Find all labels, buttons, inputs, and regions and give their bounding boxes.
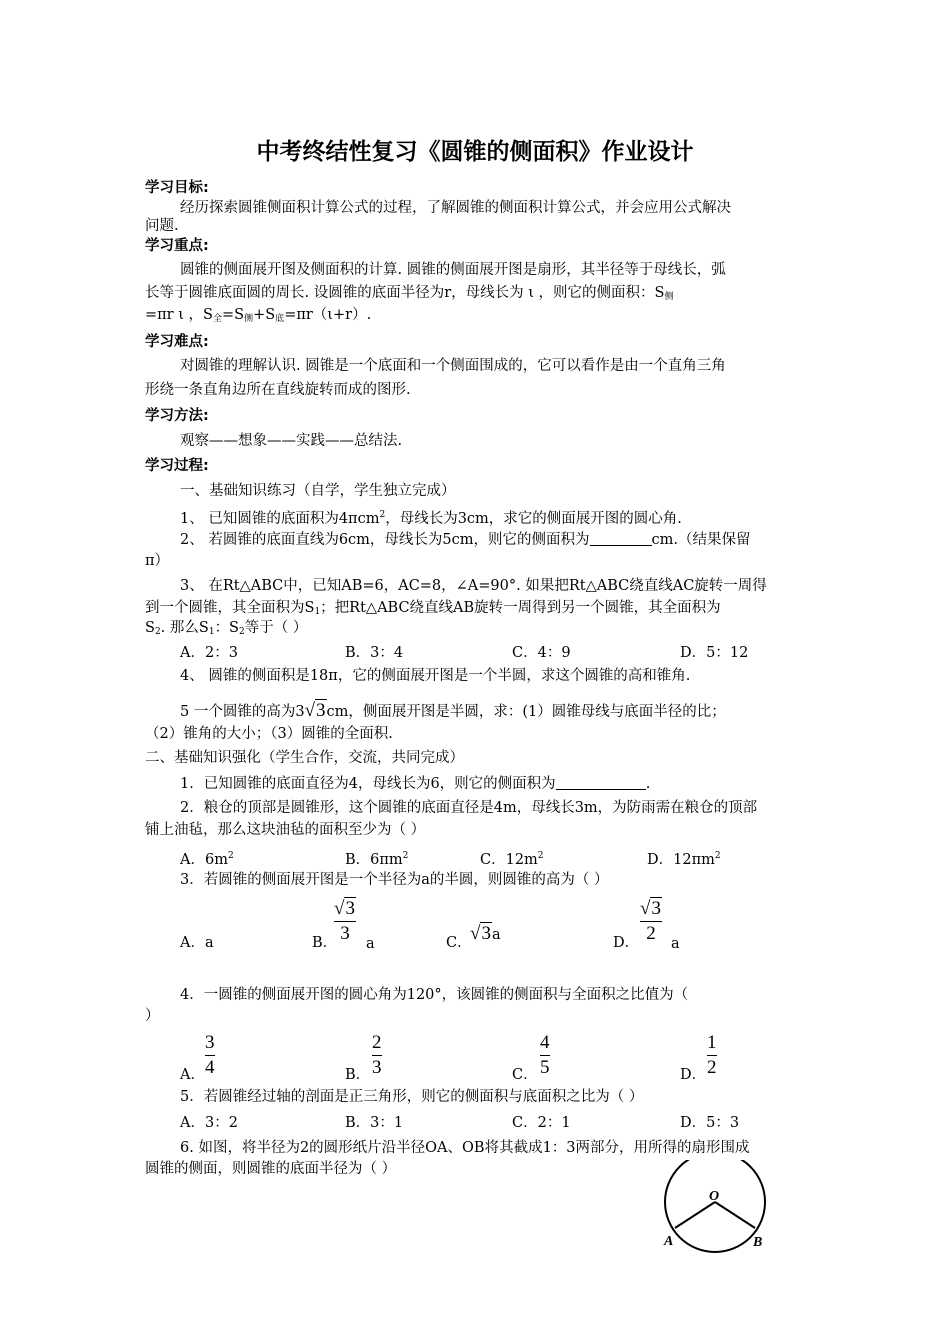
page-title: 中考终结性复习《圆锥的侧面积》作业设计 xyxy=(256,139,694,165)
denominator: 2 xyxy=(646,923,656,944)
q3-text: ：S xyxy=(214,620,239,636)
superscript: 2 xyxy=(714,851,721,861)
numerator: 3 xyxy=(205,1032,215,1053)
b3-option-c-value xyxy=(470,924,501,945)
b4-option-b-label: B． xyxy=(345,1067,371,1083)
exercise-5: 5．若圆锥经过轴的剖面是正三角形，则它的侧面积与底面积之比为（ ） xyxy=(180,1089,644,1105)
method-heading: 学习方法: xyxy=(145,408,209,424)
q5-text: cm，侧面展开图是半圆，求：(1）圆锥母线与底面半径的比； xyxy=(326,704,726,720)
b2-option-d xyxy=(647,846,721,870)
question-2 xyxy=(180,530,751,550)
numerator: √3 xyxy=(334,898,355,919)
b2-option-b xyxy=(345,846,408,870)
formula-part: +S xyxy=(253,307,276,323)
q3-option-d: D．5：12 xyxy=(680,645,749,661)
exercise-2-line1: 2．粮仓的顶部是圆锥形，这个圆锥的底面直径是4m，母线长3m，为防雨需在粮仓的顶部 xyxy=(180,800,758,816)
label-b: B xyxy=(753,1235,763,1250)
q3-text: ；把Rt△ABC绕直线AB旋转一周得到另一个圆锥，其全面积为 xyxy=(320,600,721,616)
b1-text: 1．已知圆锥的底面直径为4，母线长为6，则它的侧面积为 xyxy=(180,776,556,792)
label-o: O xyxy=(709,1189,720,1204)
superscript: 2 xyxy=(227,851,234,861)
denominator: 5 xyxy=(540,1057,550,1078)
radius-ob xyxy=(715,1202,755,1228)
b3-option-d-label: D． xyxy=(613,935,640,951)
fraction-bar xyxy=(205,1055,215,1056)
exercise-3: 3．若圆锥的侧面展开图是一个半径为a的半圆，则圆锥的高为（ ） xyxy=(180,872,609,888)
exercise-4-line1: 4．一圆锥的侧面展开图的圆心角为120°，该圆锥的侧面积与全面积之比值为（ xyxy=(180,987,689,1003)
b4-option-c-fraction xyxy=(540,1032,550,1079)
key-points-line2 xyxy=(145,283,674,307)
subscript: 1 xyxy=(208,627,215,637)
option-text: A．6m xyxy=(180,852,228,868)
b4-option-b-fraction xyxy=(372,1032,382,1079)
b5-option-c: C．2：1 xyxy=(512,1115,571,1131)
difficulties-heading: 学习难点: xyxy=(145,334,209,350)
question-3-line3 xyxy=(145,618,307,642)
radicand: 3 xyxy=(345,898,355,919)
fraction-bar xyxy=(334,921,356,922)
radius-oa xyxy=(675,1202,715,1228)
key-points-line1: 圆锥的侧面展开图及侧面积的计算. 圆锥的侧面展开图是扇形，其半径等于母线长，弧 xyxy=(180,262,726,278)
q3-text: . 那么S xyxy=(160,620,209,636)
numerator: 1 xyxy=(707,1032,717,1053)
radicand: 3 xyxy=(481,923,491,944)
sqrt-three: √3 xyxy=(470,923,491,944)
subscript: 底 xyxy=(275,314,285,324)
b3-option-c-label: C． xyxy=(446,935,472,951)
b4-option-a-fraction xyxy=(205,1032,215,1079)
exercise-6-line2: 圆锥的侧面，则圆锥的底面半径为（ ） xyxy=(145,1161,397,1177)
denominator: 3 xyxy=(372,1057,382,1078)
exercise-2-line2: 铺上油毡，那么这块油毡的面积至少为（ ） xyxy=(145,822,426,838)
option-text: D．12πm xyxy=(647,852,715,868)
answer-blank xyxy=(556,775,646,790)
b3-option-a: A．a xyxy=(180,935,214,951)
process-heading: 学习过程: xyxy=(145,458,209,474)
difficulties-line2: 形绕一条直角边所在直线旋转而成的图形. xyxy=(145,382,411,398)
part2-title: 二、基础知识强化（学生合作，交流，共同完成） xyxy=(145,750,464,766)
radicand: 3 xyxy=(316,700,326,721)
b4-option-d-fraction xyxy=(707,1032,717,1079)
subscript: 2 xyxy=(239,627,245,637)
objectives-text-line2: 问题. xyxy=(145,218,179,234)
numerator: 2 xyxy=(372,1032,382,1053)
difficulties-line1: 对圆锥的理解认识. 圆锥是一个底面和一个侧面围成的，它可以看作是由一个直角三角 xyxy=(180,358,726,374)
q2-text: cm.（结果保留 xyxy=(651,532,751,548)
key-points-line2-text: 长等于圆锥底面圆的周长. 设圆锥的底面半径为r，母线长为 ι ，则它的侧面积：S xyxy=(145,285,665,301)
q2-text: 2、 若圆锥的底面直线为6cm，母线长为5cm，则它的侧面积为 xyxy=(180,532,590,548)
option-text: B．6πm xyxy=(345,852,403,868)
radicand: 3 xyxy=(651,898,661,919)
label-a: A xyxy=(664,1234,674,1249)
exercise-4-line2: ） xyxy=(145,1008,160,1024)
denominator: 2 xyxy=(707,1057,717,1078)
b5-option-d: D．5：3 xyxy=(680,1115,740,1131)
circle-outline xyxy=(665,1160,765,1252)
b1-text: . xyxy=(645,776,651,792)
q3-text: 等于（ ） xyxy=(244,620,308,636)
b4-option-d-label: D． xyxy=(680,1067,707,1083)
fraction-sqrt3-over-3 xyxy=(334,898,356,945)
b3-option-b-tail: a xyxy=(366,936,375,952)
key-points-heading: 学习重点: xyxy=(145,238,209,254)
option-tail: a xyxy=(491,927,501,943)
part1-title: 一、基础知识练习（自学，学生独立完成） xyxy=(180,483,456,499)
b4-option-a-label: A． xyxy=(180,1067,205,1083)
q3-option-c: C．4：9 xyxy=(512,645,571,661)
question-4: 4、 圆锥的侧面积是18π，它的侧面展开图是一个半圆，求这个圆锥的高和锥角. xyxy=(180,668,691,684)
exercise-1 xyxy=(180,774,650,794)
superscript: 2 xyxy=(379,510,386,520)
superscript: 2 xyxy=(402,851,409,861)
q3-text: 到一个圆锥，其全面积为S xyxy=(145,600,315,616)
subscript: 侧 xyxy=(244,314,254,324)
question-2-line2: π） xyxy=(145,553,170,569)
fraction-bar xyxy=(707,1055,717,1056)
q1-text: ，母线长为3cm，求它的侧面展开图的圆心角. xyxy=(385,511,682,527)
option-text: C．12m xyxy=(480,852,538,868)
fraction-bar xyxy=(640,921,662,922)
numerator: √3 xyxy=(640,898,661,919)
question-5 xyxy=(180,701,726,722)
fraction-bar xyxy=(372,1055,382,1056)
formula-part: =πr（ι+r）. xyxy=(284,307,372,323)
question-3-line1: 3、 在Rt△ABC中，已知AB=6，AC=8，∠A=90°. 如果把Rt△ABC绕直线AC旋转一周得 xyxy=(180,578,767,594)
b4-option-c-label: C． xyxy=(512,1067,538,1083)
denominator: 3 xyxy=(340,923,350,944)
method-line1: 观察——想象——实践——总结法. xyxy=(180,433,403,449)
answer-blank xyxy=(590,531,652,546)
objectives-text-line1: 经历探索圆锥侧面积计算公式的过程，了解圆锥的侧面积计算公式，并会应用公式解决 xyxy=(180,200,731,216)
sqrt-three: √3 xyxy=(304,700,326,721)
b5-option-a: A．3：2 xyxy=(180,1115,238,1131)
formula-part: =πr ι ，S xyxy=(145,307,213,323)
subscript: 2 xyxy=(154,627,161,637)
b3-option-b-label: B． xyxy=(312,935,338,951)
q3-text: S xyxy=(145,620,155,636)
exercise-6-line1: 6. 如图，将半径为2的圆形纸片沿半径OA、OB将其截成1：3两部分，用所得的扇形围成 xyxy=(180,1140,750,1156)
fraction-bar xyxy=(540,1055,550,1056)
fraction-sqrt3-over-2 xyxy=(640,898,662,945)
subscript: 全 xyxy=(212,314,222,324)
circle-figure xyxy=(660,1160,785,1255)
b2-option-c xyxy=(480,846,544,870)
q1-text: 1、 已知圆锥的底面积为4πcm xyxy=(180,511,380,527)
question-5-line2: （2）锥角的大小；（3）圆锥的全面积. xyxy=(145,726,393,742)
subscript: 1 xyxy=(314,607,321,617)
key-points-formula xyxy=(145,305,371,329)
numerator: 4 xyxy=(540,1032,550,1053)
b3-option-d-tail: a xyxy=(671,936,680,952)
denominator: 4 xyxy=(205,1057,215,1078)
q5-text: 5 一个圆锥的高为3 xyxy=(180,704,305,720)
q3-option-a: A．2：3 xyxy=(180,645,238,661)
q3-option-b: B．3：4 xyxy=(345,645,404,661)
formula-part: =S xyxy=(221,307,245,323)
b5-option-b: B．3：1 xyxy=(345,1115,404,1131)
superscript: 2 xyxy=(537,851,544,861)
subscript: 侧 xyxy=(664,292,674,302)
b2-option-a xyxy=(180,846,234,870)
question-1 xyxy=(180,505,682,529)
objectives-heading: 学习目标: xyxy=(145,180,209,196)
